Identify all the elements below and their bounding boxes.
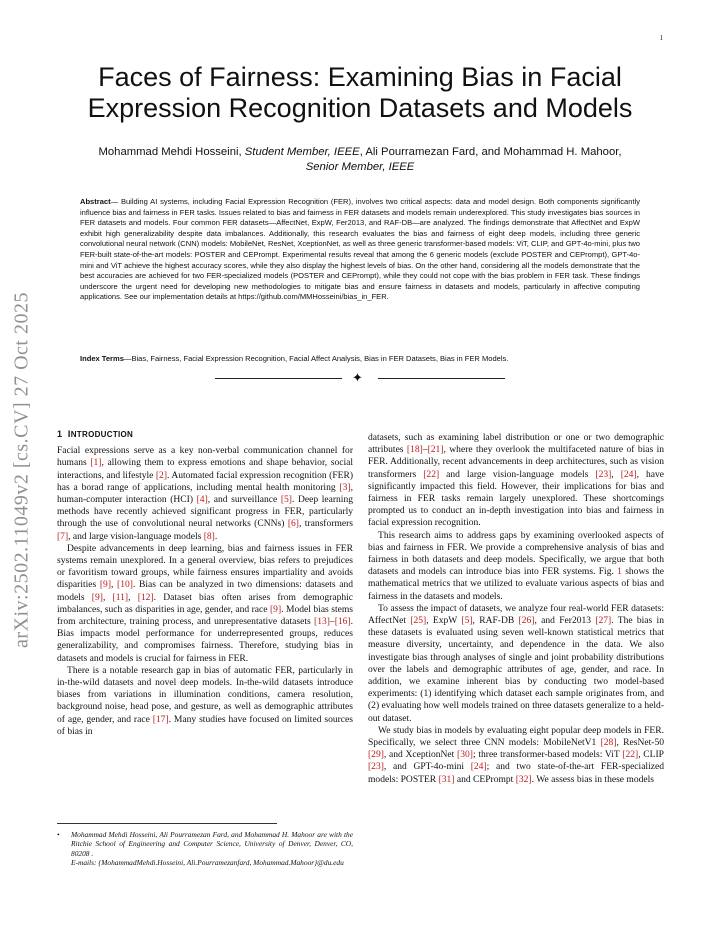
abstract	[80, 197, 640, 303]
intro-paragraph-7: We study bias in models by evaluating eight popular deep models in FER. Specifically, we select three CNN models: MobileNetV1 [28], ResNet-50 [29], and XceptionNet [30]; three transformer-based models: ViT [22], CLIP [23], and GPT-4o-mini [24]; and two state-of-the-art FER-specialized models: POSTER [31] and CEPrompt [32]. We assess bias in these models	[368, 724, 665, 785]
authors-part2: , Ali Pourramezan Fard, and Mohammad H. Mahoor,	[359, 146, 622, 158]
arxiv-stamp: arXiv:2502.11049v2 [cs.CV] 27 Oct 2025	[10, 292, 33, 648]
bullet-icon: •	[57, 830, 60, 839]
abstract-text: — Building AI systems, including Facial Expression Recognition (FER), involves two critical aspects: data and model design. Both components significantly influence bias and fairness in FER tasks. Issues related to bias and fairness in FER datasets and models remain underexplored. This study investigates bias sources in FER datasets and models. Four common FER datasets—AffectNet, ExpW, Fer2013, and RAF-DB—are analyzed. The findings demonstrate that AffectNet and ExpW exhibit high generalizability despite data imbalances. Additionally, this research evaluates the bias and fairness of eight deep models, including three generic convolutional neural network (CNN) models: MobileNet, ResNet, XceptionNet, as well as three generic transformer-based models: ViT, CLIP, and GPT-4o-mini, plus two FER-built state-of-the-art models: POSTER and CEPrompt. Experimental results reveal that among the 6 generic models (exclude POSTER and CEPrompt), GPT-4o-mini and ViT achieve the highest accuracy scores, while they also display the highest levels of bias. On the other hand, considering all the models demonstrate that the best accuracies are achieved for two FER-specialized models (POSTER and CEPrompt), while they could not cope with the bias problem in FER task. These findings underscore the urgent need for developing new methodologies to mitigate bias and ensure fairness in datasets and models, particularly in affective computing applications. See our implementation details at https://github.com/MMHosseini/bias_in_FER.	[80, 197, 640, 302]
index-terms-label: Index Terms	[80, 354, 124, 363]
diamond-icon: ✦	[352, 371, 363, 386]
intro-paragraph-3: There is a notable research gap in bias of automatic FER, particularly in in-the-wild datasets and novel deep models. In-the-wild datasets introduce biases from variations in illumination conditions, camera resolution, background noise, head pose, and gesture, as well as demographic attributes of age, gender, and race [17]. Many studies have focused on limited sources of bias in	[57, 664, 353, 737]
author-list	[55, 145, 665, 175]
author-role-2: Senior Member, IEEE	[305, 161, 415, 173]
author-role-1: Student Member, IEEE	[244, 146, 360, 158]
left-column	[57, 428, 353, 738]
section-heading: 1 INTRODUCTION	[57, 429, 134, 439]
footnote-emails: E-mails: {MohammadMehdi.Hosseini, Ali.Pourramezanfard, Mohammad.Mahoor}@du.edu	[71, 858, 344, 868]
index-terms-text: —Bias, Fairness, Facial Expression Recognition, Facial Affect Analysis, Bias in FER Datasets, Bias in FER Models.	[123, 354, 509, 363]
footnote-affiliation: Mohammad Mehdi Hosseini, Ali Pourramezan Fard, and Mohammad H. Mahoor are with the Ritchie School of Engineering and Computer Science, University of Denver, Denver, CO, 80208 .	[71, 830, 353, 858]
intro-paragraph-6: To assess the impact of datasets, we analyze four real-world FER datasets: AffectNet [25], ExpW [5], RAF-DB [26], and Fer2013 [27]. The bias in these datasets is evaluated using seven well-known statistical metrics that measure diversity, uncertainty, and dependence in the data. We also investigate bias through analyses of single and joint probability distributions over the labels and demographic attributes of age, gender, and race. In addition, we examine inherent bias by conducting two model-based experiments: (1) identifying which dataset each sample originates from, and (2) evaluating how well models trained on three datasets generalize to a held-out dataset.	[368, 602, 664, 724]
intro-paragraph-4: datasets, such as examining label distribution or one or two demographic attributes [18]–[21], where they overlook the multifaceted nature of bias in FER. Additionally, recent advancements in deep architectures, such as vision transformers [22] and large vision-language models [23], [24], have significantly impacted this field. However, their implications for bias and fairness in FER tasks remain largely unexplored. These shortcomings prompted us to conduct an in-depth investigation into bias and fairness in facial expression recognition.	[368, 432, 665, 529]
index-terms	[80, 354, 640, 365]
divider-line-right	[378, 378, 505, 379]
section-divider	[215, 371, 505, 386]
authors-part1: Mohammad Mehdi Hosseini,	[98, 146, 245, 158]
intro-paragraph-1: Facial expressions serve as a key non-verbal communication channel for humans [1], allowing them to express emotions and shape behavior, social interactions, and lifestyle [2]. Automated facial expression recognition (FER) has a borad range of applications, including mental health monitoring [3], human-computer interaction (HCI) [4], and surveillance [5]. Deep learning methods have recently achieved significant progress in FER, particularly through the use of convolutional neural networks (CNNs) [6], transformers [7], and large vision-language models [8].	[57, 445, 354, 542]
divider-line-left	[215, 378, 342, 379]
paper-title: Faces of Fairness: Examining Bias in Facial Expression Recognition Datasets and Models	[87, 62, 633, 123]
footnote-rule	[57, 823, 277, 824]
page-number: 1	[659, 34, 663, 42]
right-column	[368, 432, 664, 786]
abstract-label: Abstract	[80, 197, 111, 206]
intro-paragraph-5: This research aims to address gaps by examining overlooked aspects of bias and fairness in FER. We provide a comprehensive analysis of bias and fairness in both datasets and deep models. Specifically, we argue that both datasets and models can introduce bias into FER systems. Fig. 1 shows the mathematical metrics that we utilized to evaluate various aspects of bias and fairness in the datasets and models.	[368, 529, 665, 602]
intro-paragraph-2: Despite advancements in deep learning, bias and fairness issues in FER systems remain unexplored. In a general overview, bias refers to prejudices or favoritism toward groups, while fairness ensures impartiality and avoids disparities [9], [10]. Bias can be analyzed in two dimensions: datasets and models [9], [11], [12]. Dataset bias often arises from demographic imbalances, such as disparities in age, gender, and race [9]. Model bias stems from architecture, training process, and unrepresentative datasets [13]–[16]. Bias impacts model performance for underrepresented groups, reduces generalizability, and compromises fairness. Therefore, studying bias in datasets and models is crucial for fairness in FER.	[57, 542, 354, 664]
footnote	[57, 830, 353, 868]
